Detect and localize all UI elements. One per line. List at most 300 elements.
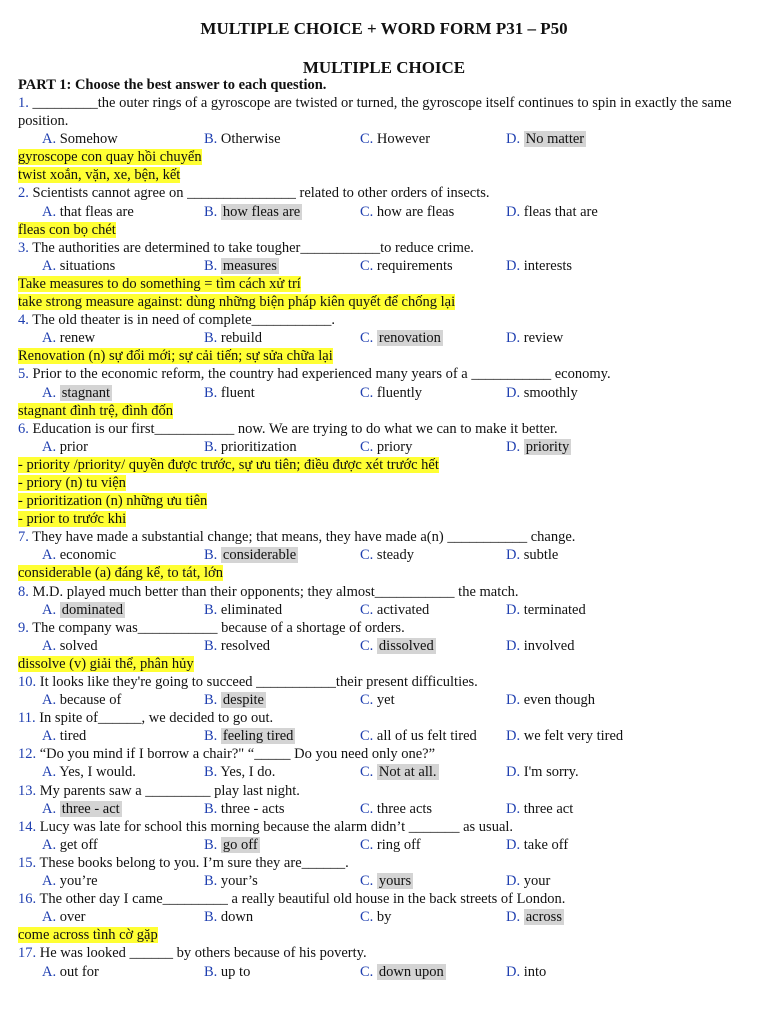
option-text: out for — [59, 963, 99, 980]
option-text: steady — [376, 547, 414, 564]
option-text: resolved — [220, 637, 271, 654]
answer-options — [18, 601, 758, 619]
option-letter: D. — [506, 692, 521, 709]
question-number: 14. — [18, 818, 37, 835]
question-number: 8. — [18, 583, 29, 600]
answer-option-c — [360, 203, 454, 221]
answer-option-a — [42, 130, 118, 148]
option-letter: B. — [204, 637, 218, 654]
question-text: These books belong to you. I’m sure they are______. — [36, 854, 349, 871]
answer-option-a — [42, 203, 134, 221]
answer-options — [18, 691, 758, 709]
option-letter: C. — [360, 764, 374, 781]
option-text: Yes, I do. — [220, 764, 276, 781]
option-letter: A. — [42, 873, 57, 890]
answer-option-d — [506, 329, 563, 347]
option-letter: C. — [360, 203, 374, 220]
option-letter: D. — [506, 330, 521, 347]
answer-option-c — [360, 329, 443, 347]
answer-options — [18, 908, 758, 926]
question-text: M.D. played much better than their opponents; they almost___________ the match. — [28, 583, 519, 600]
highlighted-answer: across — [525, 909, 562, 926]
answer-option-b — [204, 384, 255, 402]
question-text: The authorities are determined to take tougher___________to reduce crime. — [28, 239, 474, 256]
option-letter: B. — [204, 873, 218, 890]
option-text: your — [523, 873, 551, 890]
answer-options — [18, 130, 758, 148]
answer-options — [18, 329, 758, 347]
option-text: by — [376, 909, 392, 926]
question-number: 7. — [18, 529, 29, 546]
answer-options — [18, 763, 758, 781]
option-letter: B. — [204, 728, 218, 745]
answer-option-c — [360, 384, 422, 402]
option-letter: A. — [42, 836, 57, 853]
answer-options — [18, 546, 758, 564]
question-16 — [18, 890, 758, 908]
option-text: solved — [59, 637, 98, 654]
answer-option-b — [204, 691, 266, 709]
document-page — [18, 14, 758, 981]
question-text: _________the outer rings of a gyroscope are twisted or turned, the gyroscope itself continues to spin in exactly the same position. — [18, 95, 732, 130]
question-number: 4. — [18, 312, 29, 329]
question-text: The company was___________ because of a shortage of orders. — [28, 619, 405, 636]
highlighted-note-text: twist xoắn, vặn, xe, bện, kết — [18, 167, 181, 184]
highlighted-answer: how fleas are — [222, 203, 301, 220]
option-text: terminated — [523, 601, 586, 618]
question-text: The old theater is in need of complete___________. — [28, 312, 336, 329]
option-letter: C. — [360, 637, 374, 654]
option-text: review — [523, 330, 564, 347]
question-number: 16. — [18, 891, 37, 908]
option-text: smoothly — [523, 384, 578, 401]
answer-options — [18, 438, 758, 456]
option-text: you’re — [59, 873, 98, 890]
option-letter: D. — [506, 873, 521, 890]
option-text: requirements — [376, 257, 453, 274]
answer-option-d — [506, 763, 579, 781]
option-text: Yes, I would. — [59, 764, 136, 781]
answer-option-a — [42, 763, 136, 781]
option-letter: C. — [360, 547, 374, 564]
option-text: prior — [59, 438, 88, 455]
answer-option-b — [204, 438, 297, 456]
answer-option-a — [42, 384, 112, 402]
option-letter: D. — [506, 909, 521, 926]
answer-option-c — [360, 800, 432, 818]
option-letter: A. — [42, 384, 57, 401]
answer-option-a — [42, 691, 121, 709]
highlighted-note-text: Renovation (n) sự đổi mới; sự cải tiến; sự sửa chữa lại — [18, 348, 333, 365]
option-text: three act — [523, 800, 574, 817]
highlighted-answer: despite — [222, 692, 264, 709]
answer-option-b — [204, 908, 253, 926]
option-letter: B. — [204, 909, 218, 926]
answer-option-c — [360, 438, 412, 456]
option-letter: C. — [360, 384, 374, 401]
answer-options — [18, 257, 758, 275]
highlighted-answer: considerable — [222, 547, 297, 564]
highlighted-note-text: - prioritization (n) những ưu tiên — [18, 493, 208, 510]
option-letter: B. — [204, 836, 218, 853]
answer-options — [18, 800, 758, 818]
question-number: 5. — [18, 366, 29, 383]
option-text: However — [376, 131, 431, 148]
option-text: even though — [523, 692, 596, 709]
highlighted-note-text: - priory (n) tu viện — [18, 474, 126, 491]
answer-option-d — [506, 872, 550, 890]
option-letter: C. — [360, 800, 374, 817]
option-text: Otherwise — [220, 131, 281, 148]
highlighted-note-text: fleas con bọ chét — [18, 221, 116, 238]
option-text: rebuild — [220, 330, 262, 347]
question-13 — [18, 782, 758, 800]
option-letter: B. — [204, 203, 218, 220]
option-letter: B. — [204, 257, 218, 274]
answer-option-d — [506, 601, 586, 619]
answer-option-b — [204, 257, 279, 275]
question-number: 12. — [18, 746, 37, 763]
option-letter: B. — [204, 800, 218, 817]
option-text: involved — [523, 637, 575, 654]
part-heading: PART 1: Choose the best answer to each question. — [18, 77, 327, 93]
highlighted-answer: dissolved — [378, 637, 434, 654]
option-letter: A. — [42, 547, 57, 564]
answer-options — [18, 203, 758, 221]
vocabulary-note — [18, 221, 758, 239]
question-8 — [18, 583, 758, 601]
answer-options — [18, 384, 758, 402]
answer-option-d — [506, 546, 558, 564]
option-letter: A. — [42, 800, 57, 817]
option-letter: D. — [506, 601, 521, 618]
option-letter: D. — [506, 764, 521, 781]
answer-option-a — [42, 546, 116, 564]
option-text: interests — [523, 257, 573, 274]
answer-option-b — [204, 763, 275, 781]
answer-options — [18, 637, 758, 655]
option-text: into — [523, 963, 547, 980]
answer-option-a — [42, 637, 98, 655]
option-text: your’s — [220, 873, 258, 890]
option-text: renew — [59, 330, 96, 347]
question-number: 2. — [18, 185, 29, 202]
option-letter: B. — [204, 330, 218, 347]
answer-option-b — [204, 836, 260, 854]
question-number: 9. — [18, 619, 29, 636]
answer-option-d — [506, 800, 573, 818]
option-letter: D. — [506, 203, 521, 220]
question-9 — [18, 619, 758, 637]
answer-option-b — [204, 800, 285, 818]
answer-option-b — [204, 872, 258, 890]
vocabulary-note — [18, 293, 758, 311]
option-text: ring off — [376, 836, 421, 853]
question-number: 10. — [18, 674, 37, 690]
highlighted-note-text: gyroscope con quay hồi chuyển — [18, 149, 202, 166]
answer-option-b — [204, 329, 262, 347]
answer-option-b — [204, 727, 295, 745]
question-number: 13. — [18, 782, 37, 799]
answer-option-c — [360, 691, 395, 709]
question-text: In spite of______, we decided to go out. — [35, 710, 274, 727]
question-2 — [18, 184, 758, 202]
question-10 — [18, 673, 758, 691]
option-text: Somehow — [59, 131, 118, 148]
answer-option-a — [42, 963, 99, 981]
option-text: priory — [376, 438, 413, 455]
highlighted-answer: stagnant — [61, 384, 111, 401]
option-letter: A. — [42, 438, 57, 455]
vocabulary-note — [18, 347, 758, 365]
option-letter: D. — [506, 438, 521, 455]
answer-options — [18, 963, 758, 981]
question-text: Scientists cannot agree on _______________ related to other orders of insects. — [28, 185, 490, 202]
answer-option-b — [204, 963, 250, 981]
vocabulary-note — [18, 926, 758, 944]
option-letter: A. — [42, 909, 57, 926]
vocabulary-note — [18, 492, 758, 510]
option-text: I'm sorry. — [523, 764, 579, 781]
answer-option-c — [360, 130, 430, 148]
option-letter: A. — [42, 131, 57, 148]
highlighted-answer: three - act — [61, 800, 120, 817]
highlighted-answer: go off — [222, 836, 258, 853]
highlighted-answer: feeling tired — [222, 728, 294, 745]
option-letter: D. — [506, 637, 521, 654]
answer-options — [18, 836, 758, 854]
option-letter: B. — [204, 692, 218, 709]
highlighted-answer: yours — [378, 873, 412, 890]
question-17 — [18, 944, 758, 962]
answer-option-c — [360, 546, 414, 564]
option-letter: D. — [506, 800, 521, 817]
vocabulary-note — [18, 456, 758, 474]
highlighted-answer: dominated — [61, 601, 123, 618]
answer-option-c — [360, 637, 436, 655]
option-letter: A. — [42, 692, 57, 709]
option-text: we felt very tired — [523, 728, 624, 745]
option-letter: A. — [42, 637, 57, 654]
option-letter: C. — [360, 692, 374, 709]
highlighted-note-text: Take measures to do something = tìm cách xử trí — [18, 275, 301, 292]
option-text: activated — [376, 601, 430, 618]
question-3 — [18, 239, 758, 257]
option-letter: B. — [204, 601, 218, 618]
vocabulary-note — [18, 148, 758, 166]
answer-option-d — [506, 203, 598, 221]
option-letter: A. — [42, 728, 57, 745]
option-text: situations — [59, 257, 116, 274]
vocabulary-note — [18, 655, 758, 673]
option-text: prioritization — [220, 438, 297, 455]
option-letter: D. — [506, 963, 521, 980]
option-text: fluent — [220, 384, 255, 401]
option-letter: B. — [204, 963, 218, 980]
answer-option-d — [506, 727, 623, 745]
option-letter: B. — [204, 131, 218, 148]
option-letter: D. — [506, 257, 521, 274]
option-text: three acts — [376, 800, 433, 817]
question-4 — [18, 311, 758, 329]
option-letter: C. — [360, 330, 374, 347]
highlighted-note-text: come across tình cờ gặp — [18, 927, 158, 944]
option-letter: B. — [204, 764, 218, 781]
question-number: 11. — [18, 710, 36, 727]
option-letter: B. — [204, 438, 218, 455]
option-text: up to — [220, 963, 251, 980]
option-letter: C. — [360, 131, 374, 148]
option-text: yet — [376, 692, 395, 709]
highlighted-answer: renovation — [378, 330, 441, 347]
question-number: 15. — [18, 854, 37, 871]
answer-option-d — [506, 438, 571, 456]
option-letter: D. — [506, 131, 521, 148]
option-letter: A. — [42, 330, 57, 347]
option-letter: A. — [42, 257, 57, 274]
highlighted-note-text: take strong measure against: dùng những biện pháp kiên quyết để chống lại — [18, 294, 456, 311]
question-text: They have made a substantial change; that means, they have made a(n) ___________ change. — [28, 529, 576, 546]
answer-option-d — [506, 130, 586, 148]
option-text: over — [59, 909, 86, 926]
highlighted-note-text: dissolve (v) giải thể, phân hủy — [18, 655, 194, 672]
section-title: MULTIPLE CHOICE — [302, 58, 466, 77]
answer-option-a — [42, 800, 122, 818]
option-text: because of — [59, 692, 122, 709]
option-text: how are fleas — [376, 203, 455, 220]
answer-option-d — [506, 908, 564, 926]
question-14 — [18, 818, 758, 836]
answer-option-a — [42, 329, 95, 347]
highlighted-note-text: - prior to trước khi — [18, 511, 127, 528]
answer-option-b — [204, 130, 281, 148]
option-letter: C. — [360, 728, 374, 745]
question-text: The other day I came_________ a really beautiful old house in the back streets of London. — [36, 891, 566, 908]
highlighted-answer: down upon — [378, 963, 444, 980]
question-text: Prior to the economic reform, the country had experienced many years of a ___________ economy. — [28, 366, 611, 383]
question-11 — [18, 709, 758, 727]
highlighted-answer: No matter — [525, 131, 585, 148]
answer-option-c — [360, 872, 413, 890]
answer-option-d — [506, 637, 574, 655]
answer-option-b — [204, 637, 270, 655]
option-letter: C. — [360, 963, 374, 980]
question-12 — [18, 745, 758, 763]
answer-option-b — [204, 546, 298, 564]
question-number: 3. — [18, 239, 29, 256]
answer-option-a — [42, 601, 125, 619]
answer-option-b — [204, 601, 282, 619]
option-letter: B. — [204, 384, 218, 401]
vocabulary-note — [18, 510, 758, 528]
answer-option-d — [506, 963, 546, 981]
question-text: “Do you mind if I borrow a chair?" “_____ Do you need only one?” — [36, 746, 436, 763]
answer-option-a — [42, 908, 86, 926]
answer-option-d — [506, 691, 595, 709]
option-text: eliminated — [220, 601, 283, 618]
answer-option-d — [506, 384, 578, 402]
question-number: 17. — [18, 945, 37, 962]
option-letter: A. — [42, 601, 57, 618]
highlighted-answer: measures — [222, 257, 277, 274]
answer-option-c — [360, 727, 477, 745]
option-text: three - acts — [220, 800, 285, 817]
option-letter: C. — [360, 257, 374, 274]
answer-option-a — [42, 438, 88, 456]
question-text: Lucy was late for school this morning because the alarm didn’t _______ as usual. — [36, 818, 514, 835]
answer-option-a — [42, 727, 86, 745]
question-number: 1. — [18, 95, 29, 111]
answer-option-c — [360, 257, 453, 275]
option-text: take off — [523, 836, 569, 853]
vocabulary-note — [18, 166, 758, 184]
option-text: get off — [59, 836, 98, 853]
question-5 — [18, 365, 758, 383]
question-text: My parents saw a _________ play last night. — [36, 782, 300, 799]
question-number: 6. — [18, 420, 29, 437]
option-letter: A. — [42, 764, 57, 781]
vocabulary-note — [18, 564, 758, 582]
option-letter: C. — [360, 836, 374, 853]
vocabulary-note — [18, 402, 758, 420]
option-text: that fleas are — [59, 203, 134, 220]
vocabulary-note — [18, 474, 758, 492]
answer-options — [18, 872, 758, 890]
option-text: fluently — [376, 384, 423, 401]
option-letter: C. — [360, 909, 374, 926]
option-letter: D. — [506, 836, 521, 853]
option-letter: D. — [506, 384, 521, 401]
answer-option-a — [42, 836, 98, 854]
answer-option-c — [360, 601, 429, 619]
answer-option-d — [506, 836, 568, 854]
highlighted-answer: priority — [525, 438, 570, 455]
answer-option-c — [360, 763, 439, 781]
question-1 — [18, 94, 758, 130]
option-letter: B. — [204, 547, 218, 564]
answer-option-c — [360, 908, 391, 926]
answer-option-a — [42, 257, 115, 275]
option-text: down — [220, 909, 254, 926]
option-letter: A. — [42, 203, 57, 220]
answer-option-c — [360, 963, 446, 981]
answer-option-a — [42, 872, 98, 890]
document-title: MULTIPLE CHOICE + WORD FORM P31 – P50 — [200, 19, 568, 38]
option-text: economic — [59, 547, 117, 564]
question-text: Education is our first___________ now. We are trying to do what we can to make it better. — [28, 420, 558, 437]
option-letter: C. — [360, 438, 374, 455]
option-letter: D. — [506, 547, 521, 564]
highlighted-note-text: stagnant đình trệ, đình đốn — [18, 402, 174, 419]
option-letter: C. — [360, 601, 374, 618]
option-text: subtle — [523, 547, 559, 564]
question-list — [18, 94, 758, 981]
option-text: all of us felt tired — [376, 728, 477, 745]
answer-options — [18, 727, 758, 745]
answer-option-b — [204, 203, 302, 221]
answer-option-d — [506, 257, 572, 275]
highlighted-note-text: - priority /priority/ quyền được trước, sự ưu tiên; điều được xét trước hết — [18, 456, 439, 473]
option-letter: A. — [42, 963, 57, 980]
question-7 — [18, 528, 758, 546]
question-15 — [18, 854, 758, 872]
option-text: tired — [59, 728, 87, 745]
highlighted-note-text: considerable (a) đáng kể, to tát, lớn — [18, 565, 223, 582]
question-text: It looks like they're going to succeed ___________their present difficulties. — [36, 674, 478, 690]
option-letter: D. — [506, 728, 521, 745]
question-6 — [18, 420, 758, 438]
question-text: He was looked ______ by others because of his poverty. — [36, 945, 367, 962]
